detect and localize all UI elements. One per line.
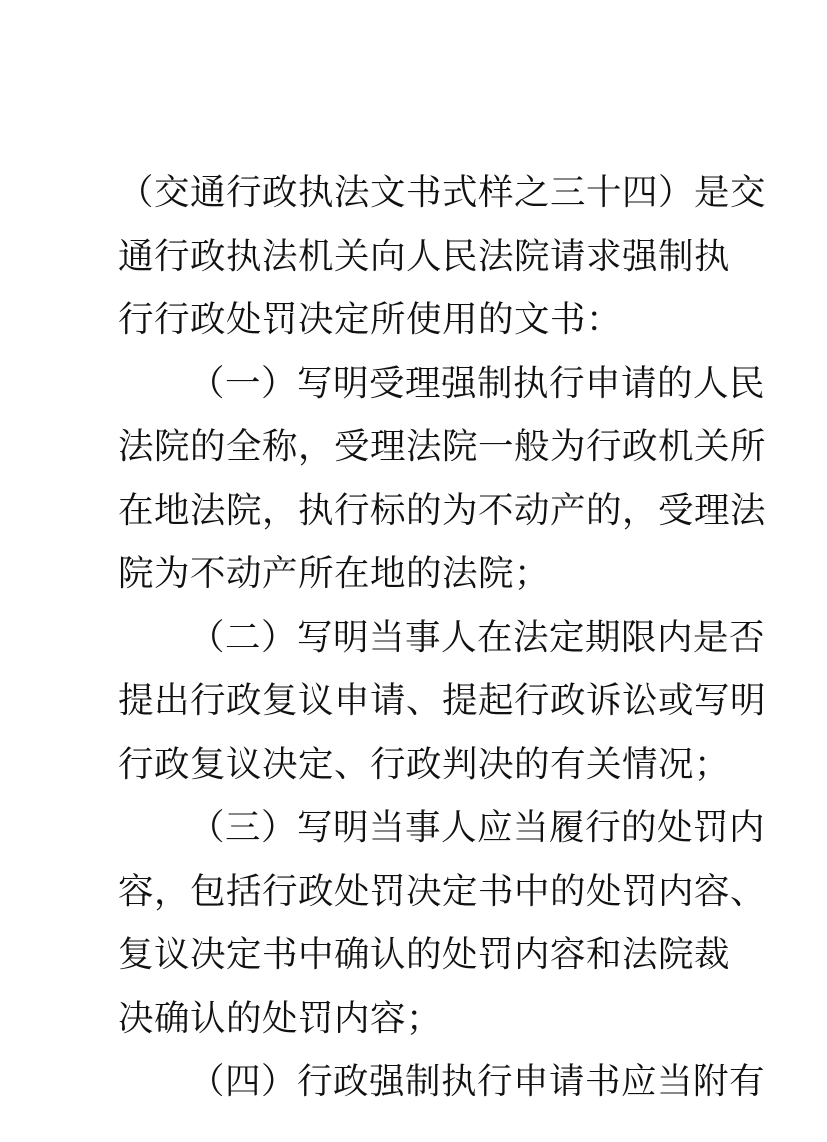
body-line: 通行政执法机关向人民法院请求强制执 xyxy=(118,235,731,277)
body-line: 容，包括行政处罚决定书中的处罚内容、 xyxy=(118,870,767,912)
item-2-first-line: （二）写明当事人在法定期限内是否 xyxy=(189,616,766,658)
item-1-first-line: （一）写明受理强制执行申请的人民 xyxy=(189,362,766,404)
body-line: 提出行政复议申请、提起行政诉讼或写明 xyxy=(118,680,767,721)
body-line: （交通行政执法文书式样之三十四）是交 xyxy=(118,172,767,213)
body-line: 复议决定书中确认的处罚内容和法院裁 xyxy=(118,934,731,975)
document-body xyxy=(118,161,767,1114)
item-3-first-line: （三）写明当事人应当履行的处罚内 xyxy=(189,807,766,848)
body-line: 法院的全称，受理法院一般为行政机关所 xyxy=(118,426,767,467)
body-line: 行政复议决定、行政判决的有关情况； xyxy=(118,743,731,785)
body-line: 决确认的处罚内容； xyxy=(118,997,443,1039)
body-line: 行行政处罚决定所使用的文书： xyxy=(118,299,623,340)
item-4-first-line: （四）行政强制执行申请书应当附有 xyxy=(189,1061,766,1102)
body-line: 院为不动产所在地的法院； xyxy=(118,553,551,594)
body-line: 在地法院，执行标的为不动产的，受理法 xyxy=(118,489,767,531)
